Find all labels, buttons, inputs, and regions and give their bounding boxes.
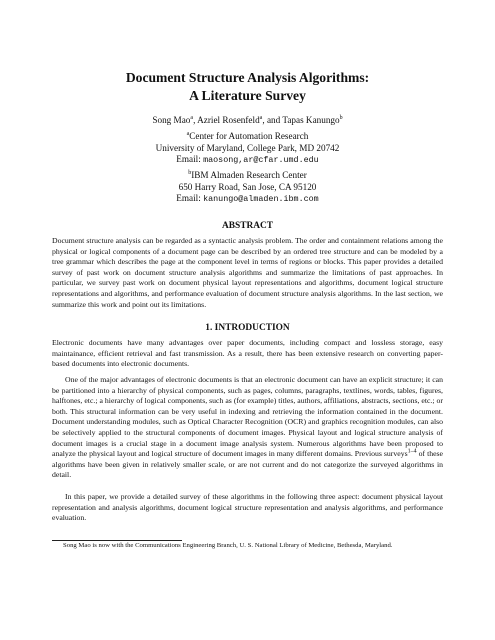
intro-paragraph-1: Electronic documents have many advantages over paper documents, including compact and lossless storage, easy maintainance, efficient retrieval and fast transmission. As a result, there has been extensive research on converting paper-based documents into electronic documents. [52,338,443,369]
affiliation-a-email [0,153,495,166]
paper-title-line-1: Document Structure Analysis Algorithms: [125,70,370,85]
email-address: maosong,ar@cfar.umd.edu [203,155,319,165]
author-list [0,114,495,126]
author-name: Song Mao [152,115,191,125]
citation-reference: 1–4 [407,448,417,455]
affiliation-mark: a [186,130,190,137]
author-name: Tapas Kanungo [282,115,340,125]
abstract-text: Document structure analysis can be regarded as a syntactic analysis problem. The order and containment relations among the physical or logical components of a document page can be described by an ordered tree structure and can be modeled by a tree grammar which describes the page at the component level in terms of regions or blocks. This paper provides a detailed survey of past work on document structure analysis algorithms and summarize the limitations of past approaches. In particular, we survey past work on document physical layout representations and algorithms, document logical structure representations and algorithms, and performance evaluation of document structure analysis algorithms. In the last section, we summarize this work and point out its limitations. [52,236,443,309]
intro-paragraph-3: In this paper, we provide a detailed survey of these algorithms in the following three aspect: document physical layout representation and analysis algorithms, document logical structure representation and analysis algorithms, and performance evaluation. [52,492,443,523]
email-label: Email: [176,193,204,203]
affiliation-mark: b [339,114,343,121]
intro-paragraph-2 [52,375,443,481]
affiliation-mark: b [188,169,192,176]
author-separator: , and [262,115,283,125]
affiliation-name: Center for Automation Research [189,131,309,141]
affiliation-a-name [0,130,495,142]
email-label: Email: [176,154,204,164]
section-heading-introduction: 1. INTRODUCTION [205,323,290,333]
affiliation-b-address: 650 Harry Road, San Jose, CA 95120 [178,182,317,192]
affiliation-a-address: University of Maryland, College Park, MD 20742 [155,143,340,153]
intro-paragraph-2-text-end: of these algorithms have been given in relatively smaller scale, or are not current and do not categorize the surveyed algorithms in detail. [52,449,443,480]
paper-title-line-2: A Literature Survey [189,88,306,103]
affiliation-b-email [0,192,495,205]
email-address: kanungo@almaden.ibm.com [203,194,319,204]
affiliation-mark: a [190,114,194,121]
affiliation-mark: a [259,114,263,121]
intro-paragraph-2-text: One of the major advantages of electronic documents is that an electronic document can have an explicit structure; it can be partitioned into a hierarchy of physical components, such as pages, columns, paragraphs, textlines, words, tables, figures, halftones, etc.; a hierarchy of logical components, such as (for example) titles, authors, affiliations, abstracts, sections, etc.; or both. This structural information can be very useful in indexing and retrieving the information contained in the document. Document understanding modules, such as Optical Character Recognition (OCR) and graphics recognition modules, can also be selectively applied to the structural components of document images. Physical layout and logical structure analysis of document images is a crucial stage in a document image analysis system. Numerous algorithms have been proposed to analyze the physical layout and logical structure of document images in many different domains. Previous surveys [52,375,443,459]
abstract-heading: ABSTRACT [221,221,274,231]
author-separator: , [193,115,198,125]
affiliation-name: IBM Almaden Research Center [191,170,307,180]
affiliation-b-name [0,169,495,181]
footnote: Song Mao is now with the Communications Engineering Branch, U. S. National Library of Medicine, Bethesda, Maryland. [63,542,393,549]
author-name: Azriel Rosenfeld [197,115,260,125]
